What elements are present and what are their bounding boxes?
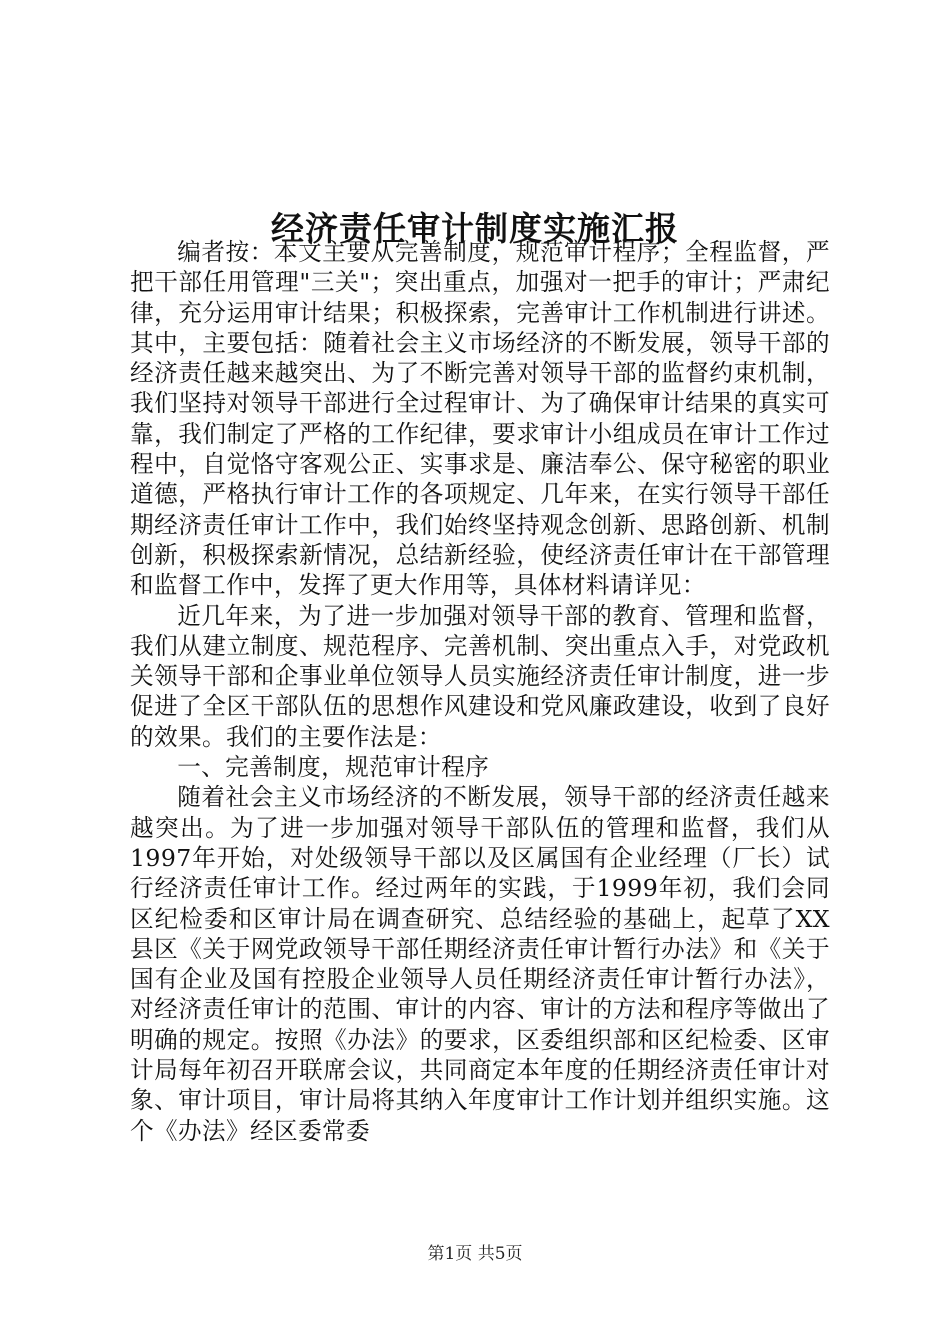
section-paragraph: 随着社会主义市场经济的不断发展，领导干部的经济责任越来越突出。为了进一步加强对领导干部队伍的管理和监督，我们从1997年开始，对处级领导干部以及区属国有企业经理（厂长）试行经济责任审计工作。经过两年的实践，于1999年初，我们会同区纪检委和区审计局在调查研究、总结经验的基础上，起草了XX县区《关于网党政领导干部任期经济责任审计暂行办法》和《关于国有企业及国有控股企业领导人员任期经济责任审计暂行办法》，对经济责任审计的范围、审计的内容、审计的方法和程序等做出了明确的规定。按照《办法》的要求，区委组织部和区纪检委、区审计局每年初召开联席会议，共同商定本年度的任期经济责任审计对象、审计项目，审计局将其纳入年度审计工作计划并组织实施。这个《办法》经区委常委 [130,783,830,1145]
document-title: 经济责任审计制度实施汇报 [271,209,679,249]
page-footer: 第1页 共5页 [427,1244,523,1264]
document-body [130,237,830,1146]
section-heading: 一、完善制度，规范审计程序 [177,753,490,782]
intro-paragraph: 近几年来，为了进一步加强对领导干部的教育、管理和监督，我们从建立制度、规范程序、完善机制、突出重点入手，对党政机关领导干部和企事业单位领导人员实施经济责任审计制度，进一步促进了全区干部队伍的思想作风建设和党风廉政建设，收到了良好的效果。我们的主要作法是： [130,601,830,751]
editor-note-paragraph: 编者按：本文主要从完善制度，规范审计程序；全程监督，严把干部任用管理"三关"；突出重点，加强对一把手的审计；严肃纪律，充分运用审计结果；积极探索，完善审计工作机制进行讲述。其中，主要包括：随着社会主义市场经济的不断发展，领导干部的经济责任越来越突出、为了不断完善对领导干部的监督约束机制，我们坚持对领导干部进行全过程审计、为了确保审计结果的真实可靠，我们制定了严格的工作纪律，要求审计小组成员在审计工作过程中，自觉恪守客观公正、实事求是、廉洁奉公、保守秘密的职业道德，严格执行审计工作的各项规定、几年来，在实行领导干部任期经济责任审计工作中，我们始终坚持观念创新、思路创新、机制创新，积极探索新情况，总结新经验，使经济责任审计在干部管理和监督工作中，发挥了更大作用等，具体材料请详见： [130,238,830,600]
